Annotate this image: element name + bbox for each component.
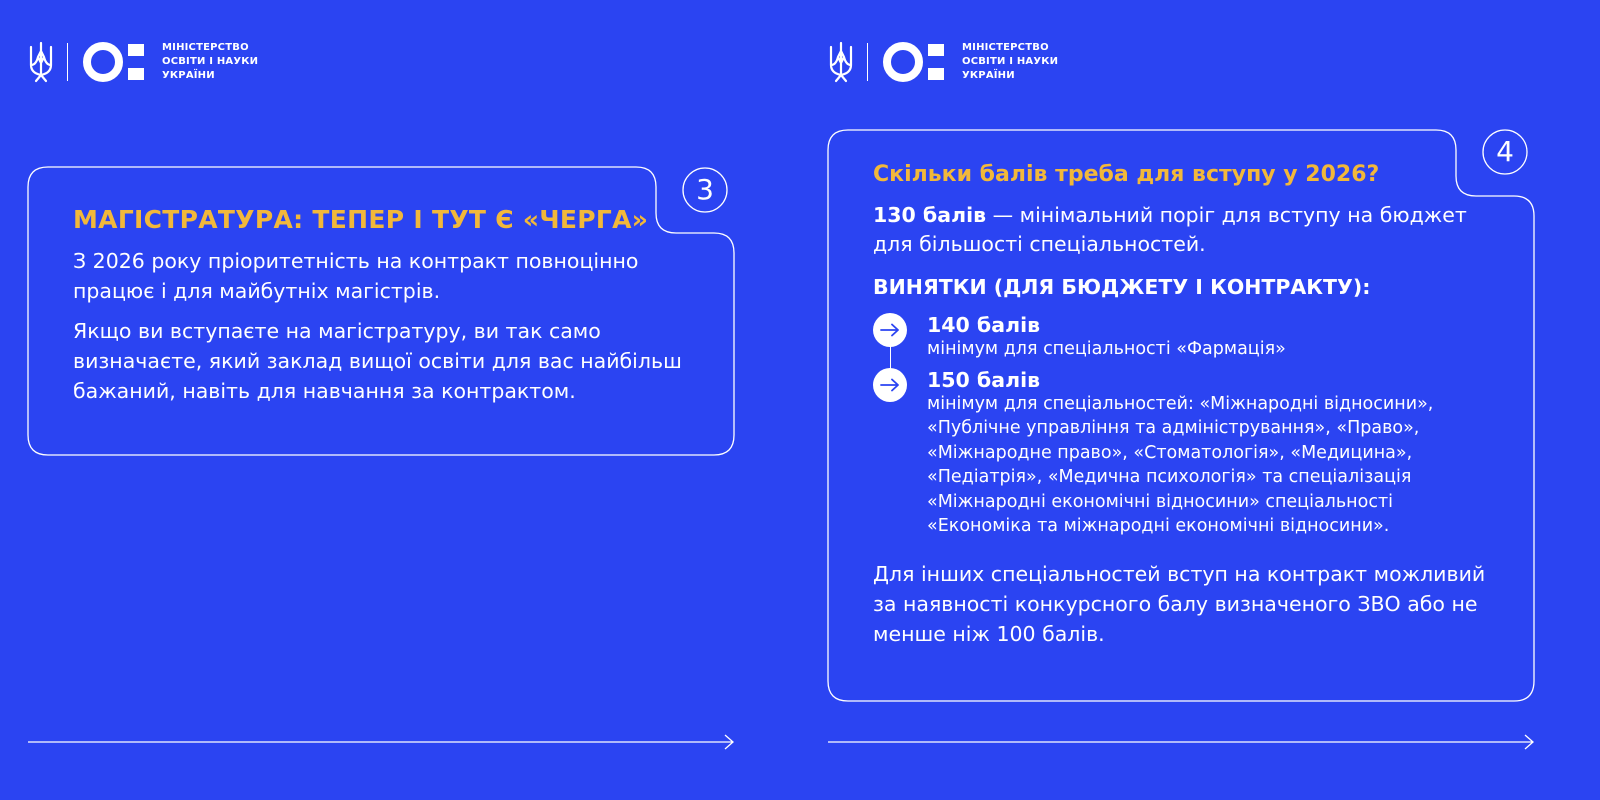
exceptions-heading: ВИНЯТКИ (ДЛЯ БЮДЖЕТУ І КОНТРАКТУ): — [873, 275, 1371, 299]
step-number: 4 — [1496, 135, 1514, 168]
intro-paragraph — [873, 201, 1493, 259]
intro-text: — мінімальний поріг для вступу на бюджет для більшості спеціальностей. — [873, 203, 1467, 256]
next-arrow-icon[interactable] — [828, 732, 1538, 752]
item-description: мінімум для спеціальностей: «Міжнародні відносини», «Публічне управління та адміністрування», «Право», «Міжнародне право», «Стоматологія», «Медицина», «Педіатрія», «Медична психологія» та спеціалізація «Міжнародні економічні відносини» спеціальності «Економіка та міжнародні економічні відносини». — [927, 393, 1434, 536]
card-paragraph: Якщо ви вступаєте на магістратуру, ви так само визначаєте, який заклад вищої освіти для вас найбільш бажаний, навіть для навчання за контрактом. — [73, 319, 682, 403]
item-description: мінімум для спеціальності «Фармація» — [927, 339, 1286, 359]
arrow-bullet-icon — [873, 313, 907, 347]
card-paragraph: З 2026 року пріоритетність на контракт повноцінно працює і для майбутніх магістрів. — [73, 249, 639, 303]
masters-card — [73, 205, 693, 406]
intro-score: 130 балів — [873, 203, 987, 227]
card-title: МАГІСТРАТУРА: ТЕПЕР І ТУТ Є «ЧЕРГА» — [73, 205, 649, 234]
footer-paragraph: Для інших спеціальностей вступ на контракт можливий за наявності конкурсного балу визначеного ЗВО або не менше ніж 100 балів. — [873, 561, 1486, 646]
ministry-name-line: УКРАЇНИ — [162, 70, 215, 81]
list-item — [873, 313, 1493, 362]
next-arrow-icon[interactable] — [28, 732, 738, 752]
ministry-name-line: ОСВІТИ І НАУКИ — [962, 56, 1059, 67]
exceptions-list — [873, 313, 1493, 539]
arrow-bullet-icon — [873, 368, 907, 402]
item-points: 140 балів — [927, 313, 1041, 337]
step-number: 3 — [696, 173, 714, 206]
card-title: Скільки балів треба для вступу у 2026? — [873, 162, 1380, 187]
item-points: 150 балів — [927, 367, 1041, 392]
ministry-name-line: МІНІСТЕРСТВО — [962, 42, 1049, 53]
scores-card — [873, 162, 1493, 649]
ministry-name-line: УКРАЇНИ — [962, 70, 1015, 81]
ministry-name-line: ОСВІТИ І НАУКИ — [162, 56, 259, 67]
list-item — [873, 368, 1493, 539]
ministry-name-line: МІНІСТЕРСТВО — [162, 42, 249, 53]
